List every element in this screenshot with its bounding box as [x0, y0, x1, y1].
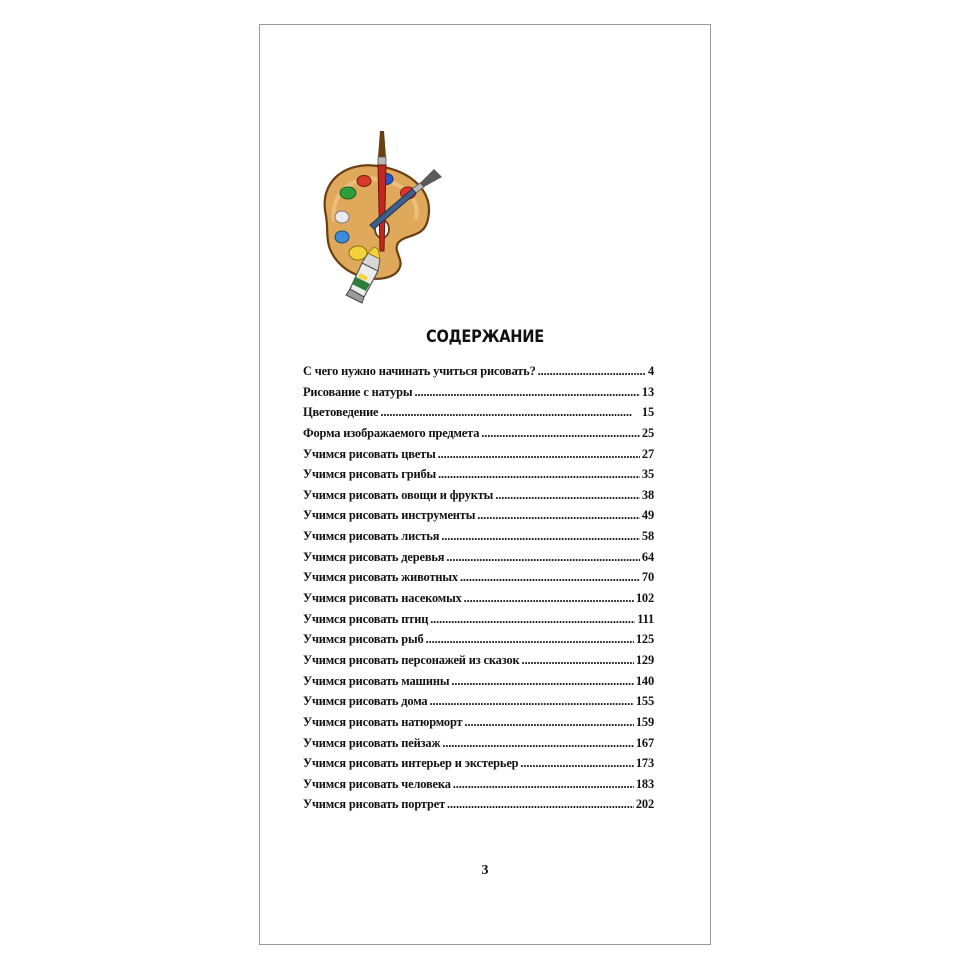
toc-entry: [303, 405, 654, 426]
toc-entry: [303, 736, 654, 757]
toc-dot-leader: [446, 550, 640, 565]
toc-entry-page: 202: [635, 797, 654, 812]
toc-entry-title: Учимся рисовать цветы: [303, 446, 436, 461]
toc-entry: [303, 529, 654, 550]
toc-entry: [303, 674, 654, 695]
toc-entry-page: 27: [641, 446, 654, 461]
toc-dot-leader: [481, 426, 640, 441]
toc-entry: [303, 550, 654, 571]
toc-entry-title: Цветоведение: [303, 405, 379, 420]
toc-entry-title: Форма изображаемого предмета: [303, 425, 480, 440]
toc-dot-leader: [426, 632, 634, 647]
toc-dot-leader: [380, 405, 639, 420]
toc-dot-leader: [451, 674, 634, 689]
page-number: 3: [481, 863, 489, 878]
toc-title: СОДЕРЖАНИЕ: [426, 327, 544, 347]
toc-dot-leader: [464, 591, 634, 606]
toc-entry-title: Учимся рисовать натюрморт: [303, 714, 463, 729]
toc-entry: [303, 508, 654, 529]
toc-entry-title: Учимся рисовать машины: [303, 673, 450, 688]
toc-entry-page: 102: [635, 591, 654, 606]
toc-entry-page: 167: [635, 735, 654, 750]
toc-entry: [303, 426, 654, 447]
toc-entry-page: 13: [641, 384, 654, 399]
toc-entry: [303, 653, 654, 674]
toc-entry-page: 70: [641, 570, 654, 585]
toc-dot-leader: [477, 508, 640, 523]
toc-entry-page: 49: [641, 508, 654, 523]
toc-entry: [303, 488, 654, 509]
toc-entry: [303, 632, 654, 653]
toc-dot-leader: [447, 797, 634, 812]
toc-entry-page: 38: [641, 487, 654, 502]
toc-dot-leader: [460, 570, 640, 585]
toc-entry-title: Учимся рисовать насекомых: [303, 591, 462, 606]
toc-dot-leader: [465, 715, 634, 730]
toc-dot-leader: [438, 447, 640, 462]
toc-entry-title: Учимся рисовать овощи и фрукты: [303, 487, 494, 502]
toc-entry-page: 183: [635, 776, 654, 791]
toc-entry: [303, 777, 654, 798]
toc-entry-page: 25: [641, 425, 654, 440]
toc-entry: [303, 694, 654, 715]
toc-entry: [303, 797, 654, 818]
toc-entry: [303, 715, 654, 736]
toc-dot-leader: [438, 467, 640, 482]
toc-entry: [303, 612, 654, 633]
toc-entry: [303, 385, 654, 406]
toc-entry-title: Учимся рисовать птиц: [303, 611, 429, 626]
toc-entry: [303, 447, 654, 468]
toc-entry-title: С чего нужно начинать учиться рисовать?: [303, 364, 536, 378]
toc-entry-title: Учимся рисовать инструменты: [303, 508, 476, 523]
toc-entry-title: Учимся рисовать пейзаж: [303, 735, 441, 750]
toc-dot-leader: [441, 529, 640, 544]
toc-dot-leader: [414, 385, 639, 400]
toc-entry-title: Учимся рисовать персонажей из сказок: [303, 652, 520, 667]
toc-entry-page: 15: [641, 405, 654, 420]
toc-entry-page: 35: [641, 467, 654, 482]
toc-entry: [303, 570, 654, 591]
toc-entry-title: Учимся рисовать портрет: [303, 797, 446, 812]
toc-entry-title: Учимся рисовать животных: [303, 570, 458, 585]
toc-dot-leader: [495, 488, 640, 503]
toc-entry-title: Учимся рисовать человека: [303, 776, 451, 791]
toc-entry-page: 129: [635, 652, 654, 667]
toc-entry: [303, 467, 654, 488]
toc-dot-leader: [430, 612, 635, 627]
toc-dot-leader: [522, 653, 634, 668]
toc-entry-page: 111: [637, 611, 654, 626]
toc-dot-leader: [453, 777, 634, 792]
toc-entry-page: 173: [635, 756, 654, 771]
toc-entry-page: 125: [635, 632, 654, 647]
toc-dot-leader: [429, 694, 633, 709]
toc-entry: [303, 756, 654, 777]
artist-palette-icon: [316, 121, 456, 311]
toc-entry-title: Учимся рисовать дома: [303, 694, 428, 709]
book-page: [259, 24, 711, 945]
toc-entry-title: Учимся рисовать интерьер и экстерьер: [303, 756, 519, 771]
toc-entry-title: Учимся рисовать рыб: [303, 632, 424, 647]
toc-entry-page: 159: [635, 714, 654, 729]
toc-entry: [303, 364, 654, 385]
toc-entry-page: 4: [647, 364, 654, 378]
toc-dot-leader: [538, 364, 646, 379]
toc-entry-page: 58: [641, 529, 654, 544]
toc-entry: [303, 591, 654, 612]
toc-entry-page: 140: [635, 673, 654, 688]
toc-dot-leader: [520, 756, 633, 771]
toc-entry-page: 64: [641, 549, 654, 564]
toc-entry-title: Учимся рисовать грибы: [303, 467, 437, 482]
toc-dot-leader: [442, 736, 634, 751]
toc-entry-title: Учимся рисовать листья: [303, 529, 440, 544]
toc-entry-page: 155: [635, 694, 654, 709]
table-of-contents: [303, 364, 654, 818]
toc-entry-title: Учимся рисовать деревья: [303, 549, 445, 564]
toc-entry-title: Рисование с натуры: [303, 384, 413, 399]
